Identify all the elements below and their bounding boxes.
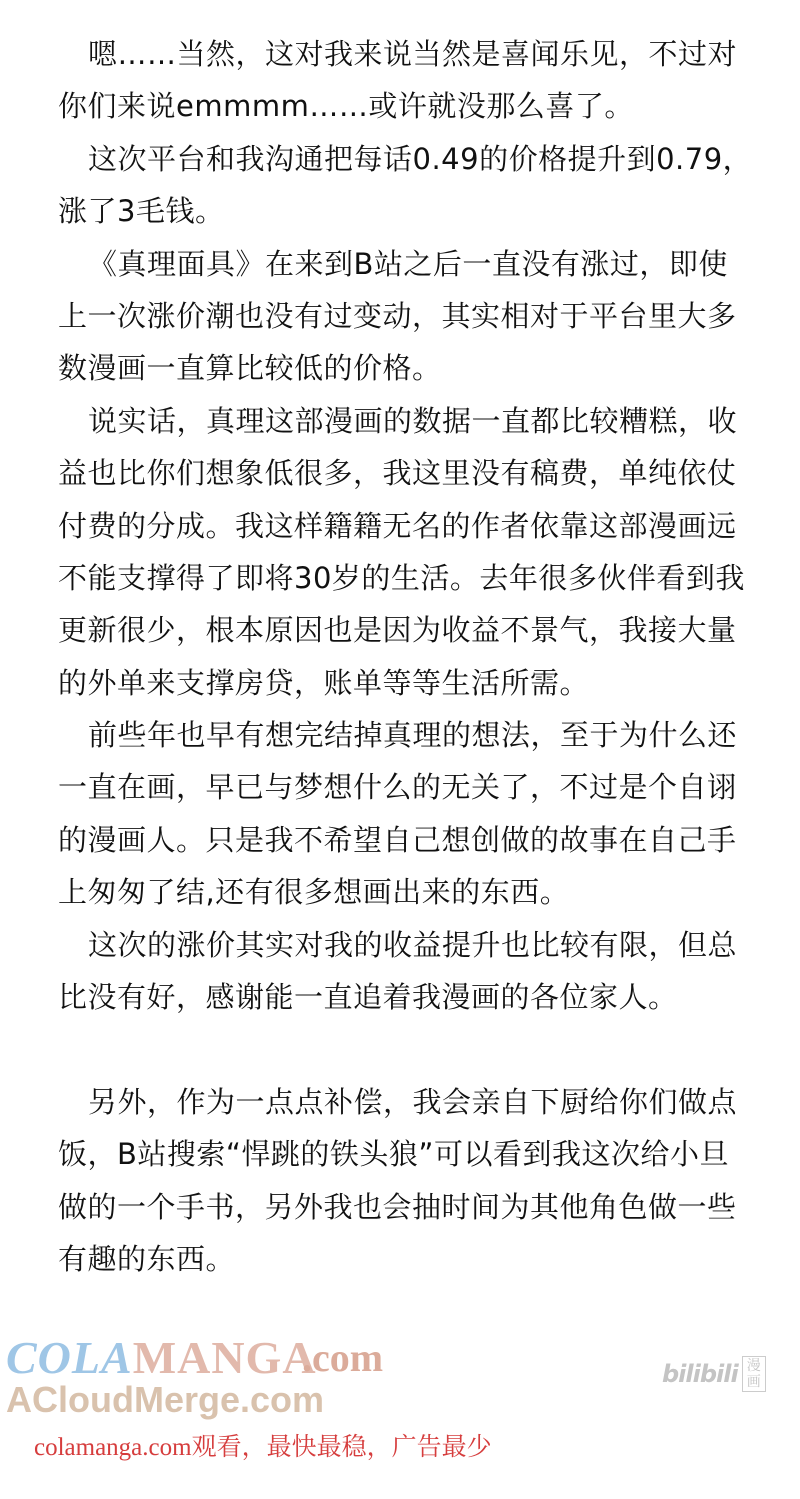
- footer-ad-text: colamanga.com观看，最快最稳，广告最少: [34, 1434, 492, 1461]
- watermark-brand-part2: MANGA: [132, 1332, 317, 1383]
- watermark-brand-part1: COLA: [6, 1332, 133, 1383]
- article-line: 这次平台和我沟通把每话0.49的价格提升到0.79，: [88, 141, 753, 176]
- article-line: 不能支撑得了即将30岁的生活。去年很多伙伴看到我: [58, 560, 745, 595]
- article-line: 你们来说emmmm……或许就没那么喜了。: [58, 89, 634, 124]
- article-line: 一直在画，早已与梦想什么的无关了，不过是个自诩: [58, 770, 737, 805]
- article-line: 这次的涨价其实对我的收益提升也比较有限，但总: [88, 927, 738, 962]
- watermark-mirror: ACloudMerge.com: [6, 1379, 325, 1420]
- bilibili-manga-logo: [662, 1352, 766, 1396]
- paragraph-spacer: [58, 1023, 758, 1075]
- article-line: 前些年也早有想完结掉真理的想法，至于为什么还: [88, 718, 738, 753]
- article-body: [58, 28, 758, 1285]
- watermark-suffix: .com: [302, 1335, 384, 1380]
- article-line: 涨了3毛钱。: [58, 194, 225, 229]
- article-line: 比没有好，感谢能一直追着我漫画的各位家人。: [58, 980, 678, 1015]
- article-line: 另外，作为一点点补偿，我会亲自下厨给你们做点: [88, 1084, 738, 1119]
- bilibili-logo-text: bilibili: [662, 1360, 738, 1388]
- manhua-label: 漫画: [742, 1356, 766, 1392]
- article-line: 《真理面具》在来到B站之后一直没有涨过，即使: [88, 246, 728, 281]
- article-line: 饭，B站搜索“悍跳的铁头狼”可以看到我这次给小旦: [58, 1137, 729, 1172]
- article-line: 数漫画一直算比较低的价格。: [58, 351, 442, 386]
- article-line: 有趣的东西。: [58, 1241, 236, 1276]
- article-line: 说实话，真理这部漫画的数据一直都比较糟糕，收: [88, 403, 738, 438]
- article-line: 益也比你们想象低很多，我这里没有稿费，单纯依仗: [58, 456, 737, 491]
- watermark-brand: [6, 1332, 317, 1384]
- article-line: 上匆匆了结,还有很多想画出来的东西。: [58, 875, 570, 910]
- site-watermark: [6, 1332, 426, 1422]
- article-line: 做的一个手书，另外我也会抽时间为其他角色做一些: [58, 1189, 737, 1224]
- article-line: 的漫画人。只是我不希望自己想创做的故事在自己手: [58, 822, 737, 857]
- article-line: 付费的分成。我这样籍籍无名的作者依靠这部漫画远: [58, 508, 737, 543]
- article-line: 上一次涨价潮也没有过变动，其实相对于平台里大多: [58, 298, 737, 333]
- article-line: 的外单来支撑房贷，账单等等生活所需。: [58, 665, 590, 700]
- article-line: 嗯……当然，这对我来说当然是喜闻乐见，不过对: [88, 37, 738, 71]
- article-line: 更新很少，根本原因也是因为收益不景气，我接大量: [58, 613, 737, 648]
